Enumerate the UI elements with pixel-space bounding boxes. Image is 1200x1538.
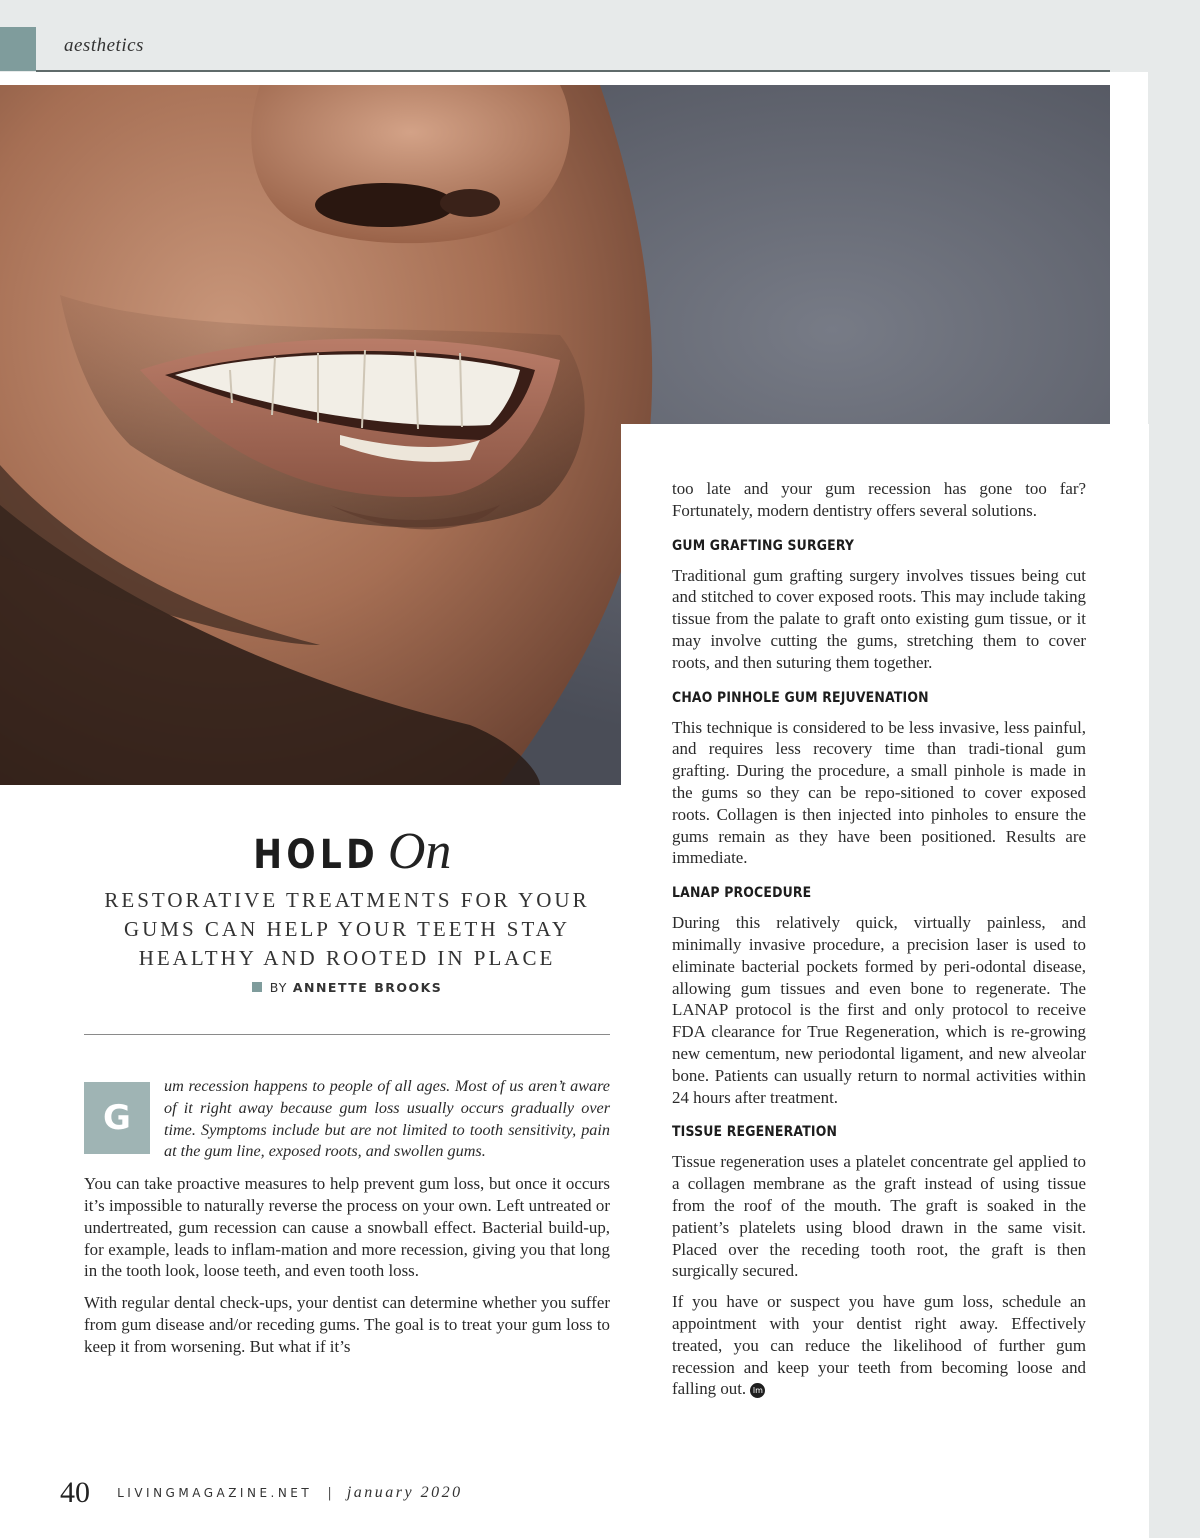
subhead-chao-pinhole: CHAO PINHOLE GUM REJUVENATION — [672, 689, 929, 706]
title-italic: On — [387, 823, 452, 880]
subtitle-line-2: GUMS CAN HELP YOUR TEETH STAY — [123, 917, 571, 941]
paragraph-chao-pinhole: This technique is considered to be less invasive, less painful, and requires less recovery time than tradi-tional gum grafting. During the procedure, a small pinhole is made in the gums so they can be repo-sitioned to cover exposed roots. Collagen is then injected into pinholes to ensure the gums remain as they have been positioned. Results are immediate. — [672, 717, 1086, 868]
article-title — [84, 822, 610, 881]
paragraph-lanap: During this relatively quick, virtually painless, and minimally invasive procedure, a precision laser is used to eliminate bacterial pockets formed by peri-odontal disease, allowing gum tissues and even bone to regenerate. The LANAP protocol is the first and only protocol to receive FDA clearance for True Regeneration, which is re-growing new cementum, new periodontal ligament, and new alveolar bone. Patients can usually return to normal activities within 24 hours after treatment. — [672, 913, 1086, 1107]
running-header — [0, 0, 1200, 72]
page-footer — [60, 1476, 463, 1516]
subhead-gum-grafting: GUM GRAFTING SURGERY — [672, 537, 855, 554]
title-divider — [84, 1034, 610, 1035]
intro-paragraph: um recession happens to people of all ages. Most of us aren’t aware of it right away because gum loss usually occurs gradually over time. Symptoms include but are not limited to tooth sensitivity, pain at the gum line, exposed roots, and swollen gums. — [164, 1077, 610, 1161]
drop-cap: G — [84, 1082, 150, 1154]
subtitle-line-1: RESTORATIVE TREATMENTS FOR YOUR — [104, 888, 590, 912]
page-number: 40 — [60, 1476, 90, 1509]
right-column — [672, 478, 1086, 1409]
byline — [84, 980, 610, 995]
end-mark-icon: lm — [750, 1383, 765, 1398]
article-subtitle — [84, 886, 610, 973]
paragraph-2: With regular dental check-ups, your dentist can determine whether you suffer from gum disease and/or receding gums. The goal is to treat your gum loss to keep it from worsening. But what if it’s — [84, 1293, 610, 1356]
paragraph-continued: too late and your gum recession has gone too far? Fortunately, modern dentistry offers several solutions. — [672, 479, 1086, 520]
subtitle-line-3: HEALTHY AND ROOTED IN PLACE — [138, 946, 556, 970]
footer-date: january 2020 — [346, 1484, 463, 1501]
subhead-lanap: LANAP PROCEDURE — [672, 885, 812, 902]
title-bold: HOLD — [252, 832, 379, 878]
paragraph-tissue-regeneration: Tissue regeneration uses a platelet concentrate gel applied to a collagen membrane as the graft instead of using tissue from the roof of the mouth. The graft is soaked in the patient’s platelets using blood drawn in the same visit. Placed over the receding tooth root, the graft is then surgically secured. — [672, 1152, 1086, 1281]
paragraph-1: You can take proactive measures to help prevent gum loss, but once it occurs it’s impossible to naturally reverse the process on your own. Left untreated or undertreated, gum recession can cause a snowball effect. Bacterial build-up, for example, leads to inflam-mation and more recession, giving you that long in the tooth look, loose teeth, and even tooth loss. — [84, 1174, 610, 1281]
footer-site: LIVINGMAGAZINE.NET — [117, 1486, 313, 1500]
byline-author: ANNETTE BROOKS — [292, 980, 443, 995]
footer-separator: | — [327, 1485, 332, 1501]
section-label: aesthetics — [64, 35, 144, 56]
header-rule — [36, 70, 1110, 72]
page-edge-band — [1148, 72, 1200, 1538]
subhead-tissue-regeneration: TISSUE REGENERATION — [672, 1124, 838, 1141]
paragraph-final — [672, 1291, 1086, 1400]
paragraph-gum-grafting: Traditional gum grafting surgery involves tissues being cut and stitched to cover exposed roots. This may include taking tissue from the palate to graft onto existing gum tissue, or it may involve cutting the gums, stretching them to cover roots, and then suturing them together. — [672, 565, 1086, 672]
byline-square-icon — [252, 982, 262, 992]
left-column — [84, 1076, 610, 1368]
section-color-tab — [0, 27, 36, 71]
byline-prefix: BY — [269, 980, 288, 995]
final-text: If you have or suspect you have gum loss, schedule an appointment with your dentist right away. Effectively treated, you can reduce the likelihood of further gum recession and keep your teeth from becoming loose and falling out. — [672, 1292, 1086, 1399]
